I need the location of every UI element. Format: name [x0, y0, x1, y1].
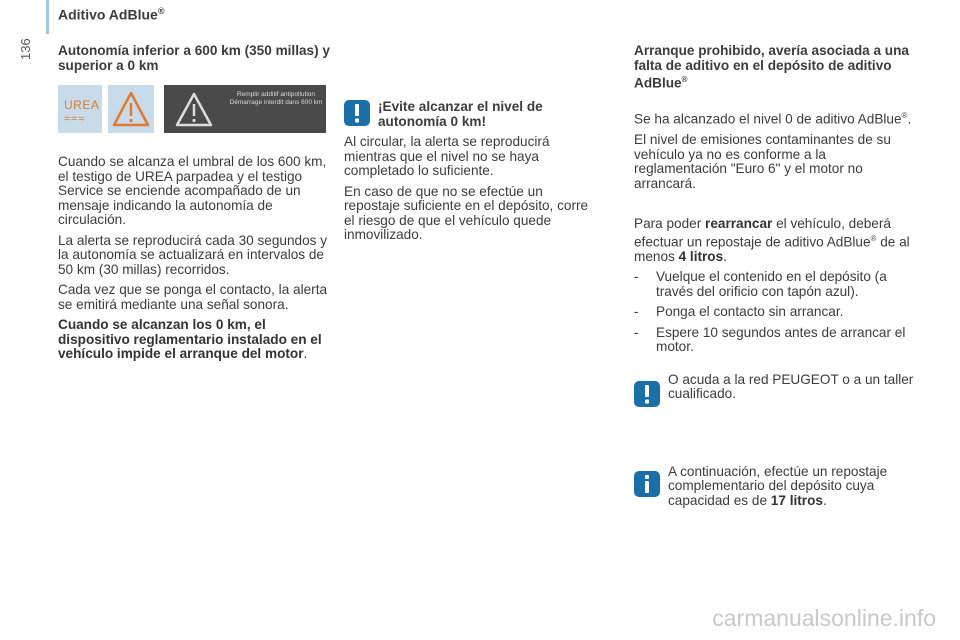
urea-label: UREA: [64, 98, 100, 112]
list-item: - Vuelque el contenido en el depósito (a través del orificio con tapón azul).: [634, 269, 887, 299]
warning-exclamation-icon: [634, 381, 660, 407]
heading-autonomy: Autonomía inferior a 600 km (350 millas) y superior a 0 km: [58, 43, 330, 73]
list-item: - Espere 10 segundos antes de arrancar el motor.: [634, 324, 906, 355]
service-warning-icon: [108, 85, 154, 133]
paragraph: Cada vez que se ponga el contacto, la alerta se emitirá mediante una señal sonora.: [58, 282, 328, 312]
instrument-display: [164, 85, 326, 133]
display-message: Remplir additif antipollution Démarrage interdit dans 600 km: [229, 91, 323, 106]
paragraph-engine-block: Cuando se alcanzan los 0 km, el dispositivo reglamentario instalado en el vehículo impide el arranque del motor.: [58, 317, 322, 361]
heading-start-prohibited: Arranque prohibido, avería asociada a una falta de aditivo en el depósito de aditivo AdBlue®: [634, 43, 909, 91]
indicator-panel: [58, 85, 330, 133]
watermark: carmanualsonline.info: [712, 605, 936, 631]
info-note-capacity: A continuación, efectúe un repostaje complementario del depósito cuya capacidad es de 17 litros.: [634, 465, 914, 509]
warning-exclamation-icon: [344, 100, 370, 126]
paragraph: Al circular, la alerta se reproducirá mientras que el nivel no se haya completado lo suficiente.: [344, 134, 550, 178]
column-middle: [344, 100, 590, 249]
paragraph: Cuando se alcanza el umbral de los 600 km, el testigo de UREA parpadea y el testigo Service se enciende acompañado de un mensaje indicando la autonomía de circulación.: [58, 154, 327, 227]
column-right: [634, 44, 914, 514]
display-warning-icon: [164, 85, 224, 133]
paragraph: El nivel de emisiones contaminantes de su vehículo ya no es conforme a la reglamentación "Euro 6" y el motor no arrancará.: [634, 132, 891, 191]
info-icon: [634, 471, 660, 497]
urea-warning-icon: [58, 85, 102, 133]
warning-note-dealer: O acuda a la red PEUGEOT o a un taller cualificado.: [634, 373, 914, 413]
page-number: 136: [18, 38, 33, 60]
warning-heading: ¡Evite alcanzar el nivel de autonomía 0 km!: [378, 99, 543, 129]
paragraph-restart: Para poder rearrancar el vehículo, deberá efectuar un repostaje de aditivo AdBlue® de al menos 4 litros.: [634, 216, 910, 264]
urea-wave-symbol: ≈≈≈: [64, 113, 86, 125]
column-left: [58, 44, 330, 368]
paragraph: En caso de que no se efectúe un repostaje suficiente en el depósito, corre el riesgo de que el vehículo quede inmovilizado.: [344, 183, 589, 242]
section-title: Aditivo AdBlue®: [58, 6, 165, 23]
sidebar-accent-line: [46, 0, 49, 34]
list-item: - Ponga el contacto sin arrancar.: [634, 304, 844, 320]
paragraph: Se ha alcanzado el nivel 0 de aditivo AdBlue®.: [634, 111, 912, 127]
warning-note: [344, 100, 590, 129]
paragraph: La alerta se reproducirá cada 30 segundos y la autonomía se actualizará en intervalos de 50 km (30 millas) recorridos.: [58, 232, 328, 277]
